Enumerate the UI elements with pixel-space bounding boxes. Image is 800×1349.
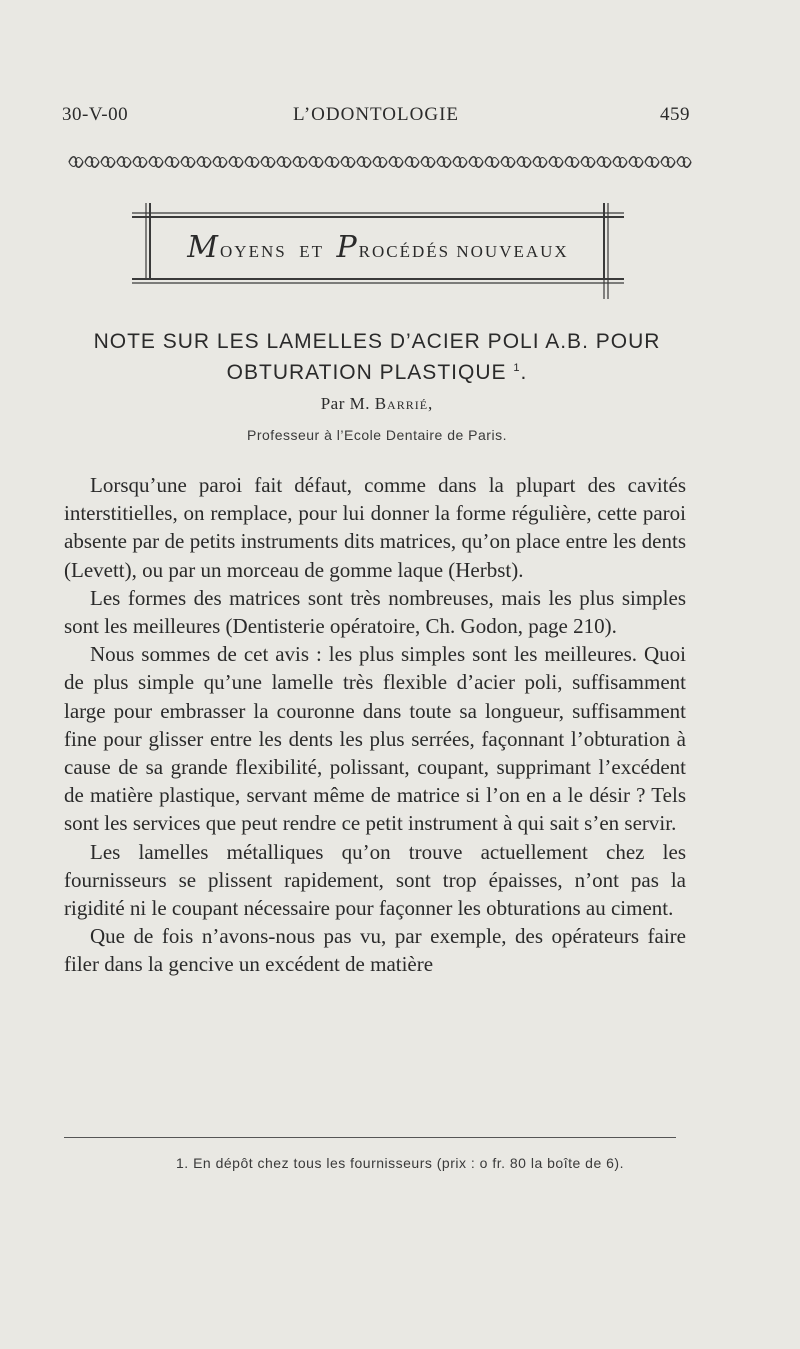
author-affiliation: Professeur à l’Ecole Dentaire de Paris. [247, 427, 507, 443]
section-title [128, 230, 628, 265]
section-word-moyens: OYENS [220, 242, 287, 261]
footnote: 1. En dépôt chez tous les fournisseurs (prix : o fr. 80 la boîte de 6). [176, 1155, 624, 1171]
article-title-line-2: OBTURATION PLASTIQUE [226, 361, 507, 384]
paragraph: Nous sommes de cet avis : les plus simples sont les meilleures. Quoi de plus simple qu’une lamelle très flexible d’acier poli, suffisamment large pour embrasser la couronne dans toute sa longueur, suffisamment fine pour glisser entre les dents les plus serrées, façonnant l’obturation à cause de sa grande flexibilité, polissant, coupant, supprimant l’excédent de matière plastique, servant même de matrice si l’on en a le désir ? Tels sont les services que peut rendre ce petit instrument à qui sait s’en servir. [64, 642, 686, 836]
byline [62, 394, 692, 414]
section-initial-m: M [187, 230, 221, 265]
running-head [62, 104, 690, 132]
section-initial-p: P [336, 230, 359, 265]
paragraph: Lorsqu’une paroi fait défaut, comme dans la plupart des cavités interstitielles, on remplace, pour lui donner la forme régulière, cette paroi absente par de petits instruments dits matrices, qu’on place entre les dents (Levett), ou par un morceau de gomme laque (Herbst). [64, 473, 686, 582]
section-word-et: ET [299, 242, 324, 261]
journal-title: L’ODONTOLOGIE [292, 104, 460, 125]
paragraph: Les lamelles métalliques qu’on trouve actuellement chez les fournisseurs se plissent rapidement, sont trop épaisses, n’ont pas la rigidité ni le coupant nécessaire pour façonner les obturations au ciment. [64, 839, 686, 921]
issue-date: 30-V-00 [62, 104, 129, 125]
paragraph: Les formes des matrices sont très nombreuses, mais les plus simples sont les meilleures (Dentisterie opératoire, Ch. Godon, page 210). [64, 585, 686, 639]
footnote-divider [64, 1137, 676, 1138]
decorative-ornament-band [68, 152, 692, 172]
section-word-procedes: ROCÉDÉS NOUVEAUX [358, 242, 569, 261]
byline-prefix: Par M. [320, 394, 370, 413]
page-number: 459 [660, 104, 690, 125]
article-body [64, 471, 686, 979]
article-title: NOTE SUR LES LAMELLES D’ACIER POLI A.B. POUR OBTURATION PLASTIQUE $^1$. [62, 328, 692, 386]
paragraph: Que de fois n’avons-nous pas vu, par exemple, des opérateurs faire filer dans la gencive un excédent de matière [64, 924, 686, 977]
footnote-mark: 1 [513, 362, 521, 374]
article-title-line-1: NOTE SUR LES LAMELLES D’ACIER POLI A.B. POUR [93, 330, 661, 353]
author-name: Barrié, [374, 394, 434, 413]
section-heading-frame [128, 195, 628, 305]
